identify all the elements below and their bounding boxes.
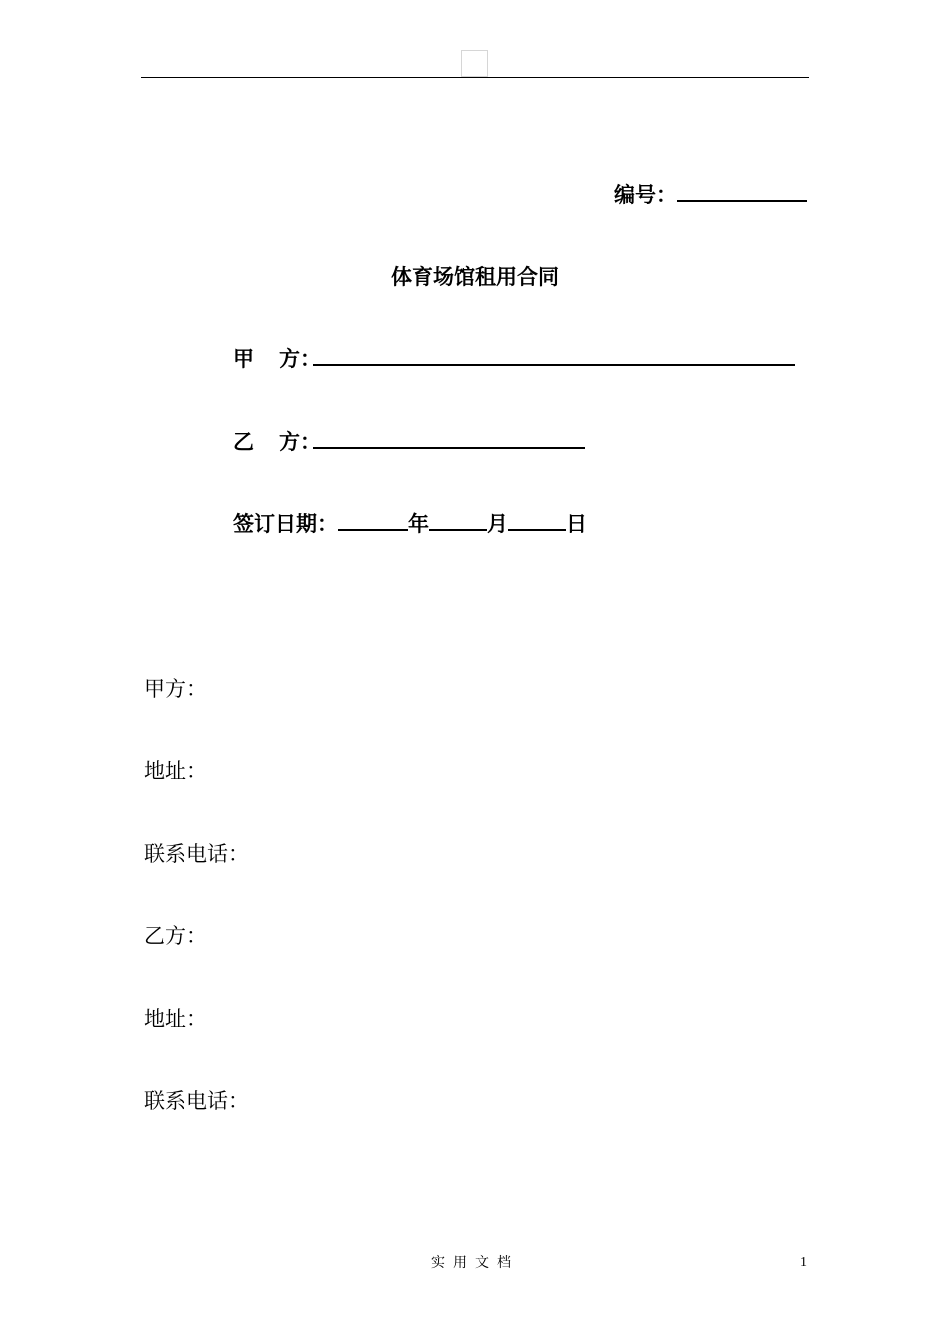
party-b-blank xyxy=(313,429,585,449)
party-b-label-char1: 乙 xyxy=(233,430,254,454)
sign-date-label: 签订日期： xyxy=(233,512,338,536)
party-b-address-line: 地址： xyxy=(144,1007,207,1031)
party-b-phone-line: 联系电话： xyxy=(144,1089,249,1113)
party-b-name-line: 乙方： xyxy=(144,924,207,948)
header-rule xyxy=(141,77,809,78)
party-a-blank xyxy=(313,346,795,366)
year-label: 年 xyxy=(408,512,429,536)
page-number: 1 xyxy=(800,1255,807,1270)
month-blank xyxy=(429,511,487,531)
page-title: 体育场馆租用合同 xyxy=(391,265,559,289)
header-box xyxy=(461,50,488,77)
party-b-label-char2: 方： xyxy=(279,430,321,454)
party-a-phone-line: 联系电话： xyxy=(144,842,249,866)
sign-date-field xyxy=(233,509,587,539)
contract-number xyxy=(614,180,807,210)
contract-number-label: 编号： xyxy=(614,183,677,207)
day-blank xyxy=(508,511,566,531)
party-a-label xyxy=(233,344,321,374)
party-a-name-line: 甲方： xyxy=(144,677,207,701)
party-b-label xyxy=(233,427,321,457)
party-a-label-char1: 甲 xyxy=(233,347,254,371)
party-b-field xyxy=(233,427,585,457)
year-blank xyxy=(338,511,408,531)
day-label: 日 xyxy=(566,512,587,536)
month-label: 月 xyxy=(487,512,508,536)
party-a-field xyxy=(233,344,795,374)
party-a-label-char2: 方： xyxy=(279,347,321,371)
contract-number-blank xyxy=(677,182,807,202)
footer-text: 实用文档 xyxy=(431,1255,519,1271)
party-a-address-line: 地址： xyxy=(144,759,207,783)
